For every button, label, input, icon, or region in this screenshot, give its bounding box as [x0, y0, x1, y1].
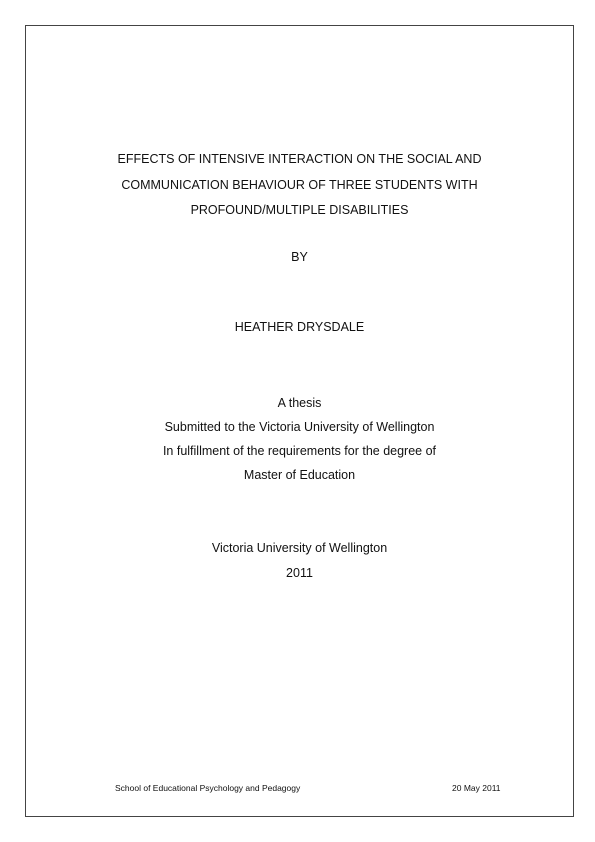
author-name: HEATHER DRYSDALE: [234, 320, 365, 334]
thesis-label: A thesis: [277, 396, 322, 410]
institution-name: Victoria University of Wellington: [211, 541, 388, 555]
thesis-title-line-3: PROFOUND/MULTIPLE DISABILITIES: [190, 203, 409, 217]
footer-school: School of Educational Psychology and Pedagogy: [115, 783, 301, 793]
submission-statement: Submitted to the Victoria University of Wellington: [164, 420, 435, 434]
thesis-title-line-2: COMMUNICATION BEHAVIOUR OF THREE STUDENTS WITH: [121, 178, 478, 192]
publication-year: 2011: [286, 566, 313, 580]
by-label: BY: [291, 250, 308, 264]
footer-date: 20 May 2011: [452, 783, 501, 793]
degree-name: Master of Education: [243, 468, 356, 482]
fulfillment-statement: In fulfillment of the requirements for the degree of: [162, 444, 437, 458]
thesis-title-line-1: EFFECTS OF INTENSIVE INTERACTION ON THE SOCIAL AND: [117, 152, 482, 166]
